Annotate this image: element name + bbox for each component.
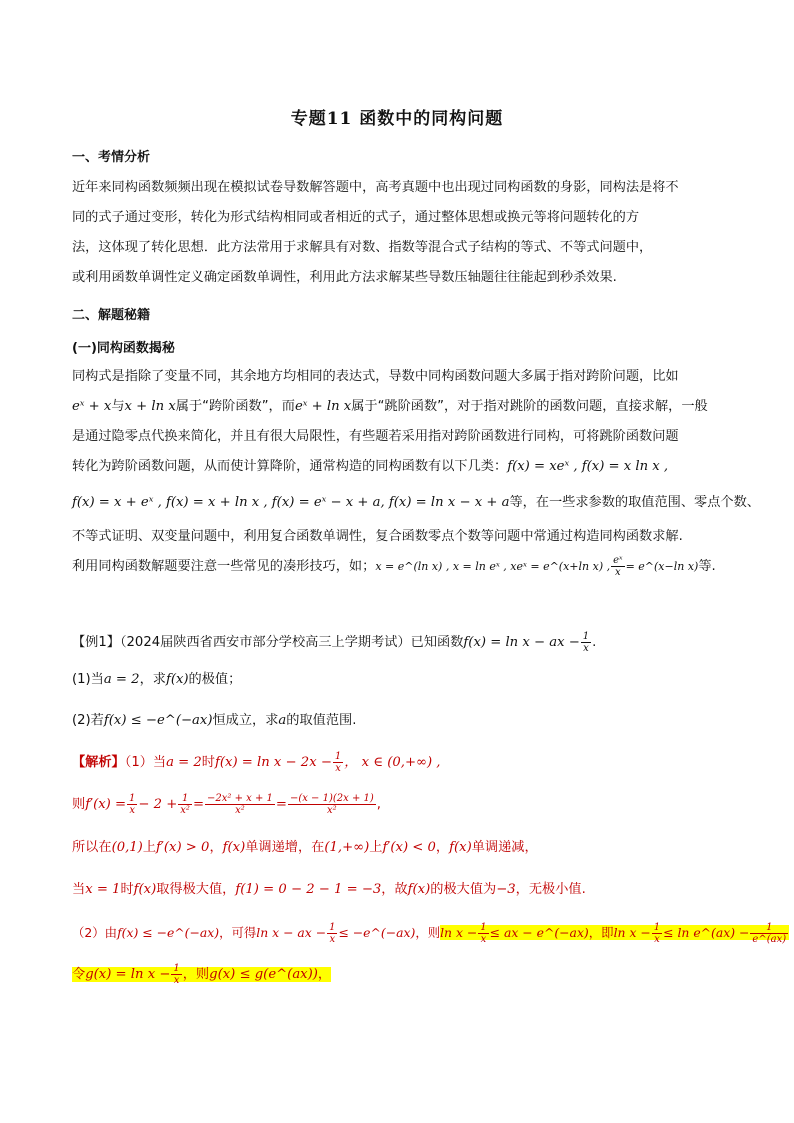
text: 的极值； <box>188 672 242 687</box>
page-title: 专题11 函数中的同构问题 <box>290 109 504 129</box>
math-expr: f′(x) < 0 <box>382 840 436 855</box>
math-expr: ln x − ax − <box>256 925 327 940</box>
math-expr: − 2 + <box>138 797 178 812</box>
solution-line-1 <box>72 748 732 778</box>
math-expr: eˣ + ln x <box>294 399 352 414</box>
solution-tag: 【解析】 <box>72 755 125 770</box>
body-line: 同构式是指除了变量不同，其余地方均相同的表达式，导数中同构函数问题大多属于指对跨阶问题，比如 <box>72 369 679 384</box>
solution-line-2: 则f′(x) = $\frac{1}{x}$ − 2 + $\frac{1}{\text{x²}}$ = $\frac{\text{−2x² + x + 1}}{\text{x²}}$ = $\frac{-(x - 1)(2x + 1)}{\text{x²}}$ , <box>72 792 381 816</box>
text: ，则 <box>182 967 210 982</box>
subsection-heading: (一)同构函数揭秘 <box>72 341 175 356</box>
text: ，求 <box>139 672 166 687</box>
fraction: $\frac{1}{e\^{}(ax)}$ <box>752 922 787 945</box>
intro-line: 近年来同构函数频频出现在模拟试卷导数解答题中，高考真题中也出现过同构函数的身影，同构法是将不 <box>72 180 679 195</box>
math-expr: f(x) = ln x − 2x − <box>214 755 332 770</box>
fraction: $\frac{1}{x}$ <box>480 922 487 945</box>
text: 取得极大值， <box>156 882 236 897</box>
math-expr: f(x) <box>407 882 431 897</box>
math-expr: eˣ + x <box>72 399 112 414</box>
math-expr: g(x) ≤ g(e^(ax)) <box>209 967 318 982</box>
text: 属于“跨阶函数”，而 <box>175 399 295 414</box>
example-label: 【例1】 <box>72 635 120 650</box>
math-expr: f(x) = xeˣ , f(x) = x ln x , <box>507 459 669 474</box>
fraction: $\frac{\text{eˣ}}{x}$ <box>613 554 623 578</box>
body-line <box>72 392 732 422</box>
intro-paragraph <box>72 173 732 293</box>
math-expr: f(x) <box>133 882 157 897</box>
math-expr: f(x) ≤ −e^(−ax) <box>103 713 213 728</box>
text: 单调递增，在 <box>245 840 325 855</box>
math-expr: f′(x) = <box>85 797 127 812</box>
math-expr: ≤ ax − e^(−ax) <box>489 925 589 940</box>
body-line <box>72 452 732 482</box>
math-expr: x = 1 <box>85 882 121 897</box>
text: 则 <box>72 797 86 812</box>
fraction: $\frac{1}{x}$ <box>334 750 342 774</box>
math-expr: = <box>275 797 287 812</box>
text: 与 <box>111 399 125 414</box>
math-expr: = <box>192 797 205 812</box>
fraction: $\frac{1}{x}$ <box>653 922 661 945</box>
math-expr: = e^(x−ln x) <box>625 560 699 573</box>
solution-line-4 <box>72 875 732 905</box>
solution-line-3 <box>72 833 732 863</box>
text: ，故 <box>381 882 408 897</box>
text: 所以在 <box>72 840 112 855</box>
text: 时 <box>201 755 215 770</box>
example-source: （2024届陕西省西安市部分学校高三上学期考试）已知函数 <box>119 635 464 650</box>
text: (2)若 <box>72 713 104 728</box>
body-paragraph <box>72 362 760 582</box>
math-expr: x + ln x <box>124 399 176 414</box>
text: 恒成立，求 <box>212 713 279 728</box>
intro-line: 同的式子通过变形，转化为形式结构相同或者相近的式子，通过整体思想或换元等将问题转化的方 <box>72 210 640 225</box>
math-expr: f(x) <box>165 672 189 687</box>
math-expr: −3 <box>496 882 516 897</box>
question-2 <box>72 706 732 736</box>
fraction: $\frac{1}{\text{x²}}$ <box>180 792 190 816</box>
text: ， <box>317 967 332 982</box>
text: 等. <box>698 559 716 574</box>
math-expr: a = 2 <box>103 672 140 687</box>
fraction: $\frac{1}{x}$ <box>582 630 590 654</box>
body-line <box>72 552 732 582</box>
fraction: $\frac{1}{x}$ <box>329 922 336 945</box>
math-expr: ， x ∈ (0,+∞) , <box>344 755 441 770</box>
math-expr: a = 2 <box>166 755 202 770</box>
solution-line-5 <box>72 918 787 948</box>
math-expr: f(x) <box>222 840 246 855</box>
text: 属于“跳阶函数”，对于指对跳阶的函数问题，直接求解，一般 <box>351 399 708 414</box>
math-expr: ≤ −e^(−ax) <box>338 925 416 940</box>
math-expr: f(x) ≤ −e^(−ax) <box>117 925 220 940</box>
body-line: 是通过隐零点代换来简化，并且有很大局限性，有些题若采用指对跨阶函数进行同构，可将跳阶函数问题 <box>72 429 679 444</box>
text: （1）当 <box>124 755 167 770</box>
text: 上 <box>142 840 157 855</box>
fraction: $\frac{\text{−2x² + x + 1}}{\text{x²}}$ <box>207 792 273 816</box>
math-expr: ≤ ln e^(ax) − <box>663 925 750 940</box>
fraction: $\frac{1}{x}$ <box>173 962 180 986</box>
math-expr: (1,+∞) <box>324 840 370 855</box>
text: 单调递减， <box>471 840 538 855</box>
text: （2）由 <box>72 925 118 940</box>
example-statement <box>72 628 732 658</box>
math-expr: f(x) <box>449 840 472 855</box>
body-line: 不等式证明、双变量问题中，利用复合函数单调性，复合函数零点个数等问题中常通过构造同构函数求解. <box>72 529 683 544</box>
text: ，即 <box>588 925 614 940</box>
text: 利用同构函数解题要注意一些常见的凑形技巧，如； <box>72 559 376 574</box>
solution-line-6 <box>72 960 732 990</box>
text: 令 <box>72 967 86 982</box>
text: 的取值范围. <box>286 713 357 728</box>
math-expr: f(x) = x + eˣ , f(x) = x + ln x , f(x) = eˣ − x + a, f(x) = ln x − x + a <box>72 495 510 510</box>
intro-line: 或利用函数单调性定义确定函数单调性，利用此方法求解某些导数压轴题往往能起到秒杀效果. <box>72 270 617 285</box>
text: 时 <box>120 882 134 897</box>
math-expr: a <box>278 713 287 728</box>
math-expr: (0,1) <box>111 840 143 855</box>
fraction: $\frac{-(x - 1)(2x + 1)}{\text{x²}}$ <box>289 792 374 816</box>
math-expr: x = e^(ln x) , x = ln eˣ , xeˣ = e^(x+ln x) , <box>375 560 611 573</box>
text: ， <box>209 840 223 855</box>
section-heading-analysis: 一、考情分析 <box>72 150 151 165</box>
text: 上 <box>369 840 383 855</box>
text: 转化为跨阶函数问题，从而使计算降阶，通常构造的同构函数有以下几类： <box>72 459 508 474</box>
text: ，则 <box>415 925 441 940</box>
text: (1)当 <box>72 672 104 687</box>
math-expr: f(x) = ln x − ax − <box>463 635 580 650</box>
text: 当 <box>72 882 86 897</box>
example-line: 【例1】（2024届陕西省西安市部分学校高三上学期考试）已知函数f(x) = ln x − ax − $\frac{1}{x}$ . <box>72 630 597 654</box>
body-line <box>72 488 760 518</box>
intro-line: 法，这体现了转化思想．此方法常用于求解具有对数、指数等混合式子结构的等式、不等式问题中， <box>72 240 653 255</box>
text: ， <box>435 840 450 855</box>
highlighted-expression <box>72 962 332 986</box>
math-expr: f(1) = 0 − 2 − 1 = −3 <box>235 882 382 897</box>
text: ，无极小值. <box>515 882 586 897</box>
math-expr: g(x) = ln x − <box>85 967 171 982</box>
math-expr: ln x − <box>613 925 651 940</box>
math-expr: ln x − <box>440 925 478 940</box>
question-1 <box>72 665 732 695</box>
text: 的极大值为 <box>430 882 497 897</box>
section-heading-secrets: 二、解题秘籍 <box>72 308 151 323</box>
text: ，可得 <box>219 925 257 940</box>
highlighted-expression <box>440 922 789 945</box>
fraction: $\frac{1}{x}$ <box>129 792 136 816</box>
text: 等，在一些求参数的取值范围、零点个数、 <box>509 495 760 510</box>
math-expr: f′(x) > 0 <box>156 840 210 855</box>
